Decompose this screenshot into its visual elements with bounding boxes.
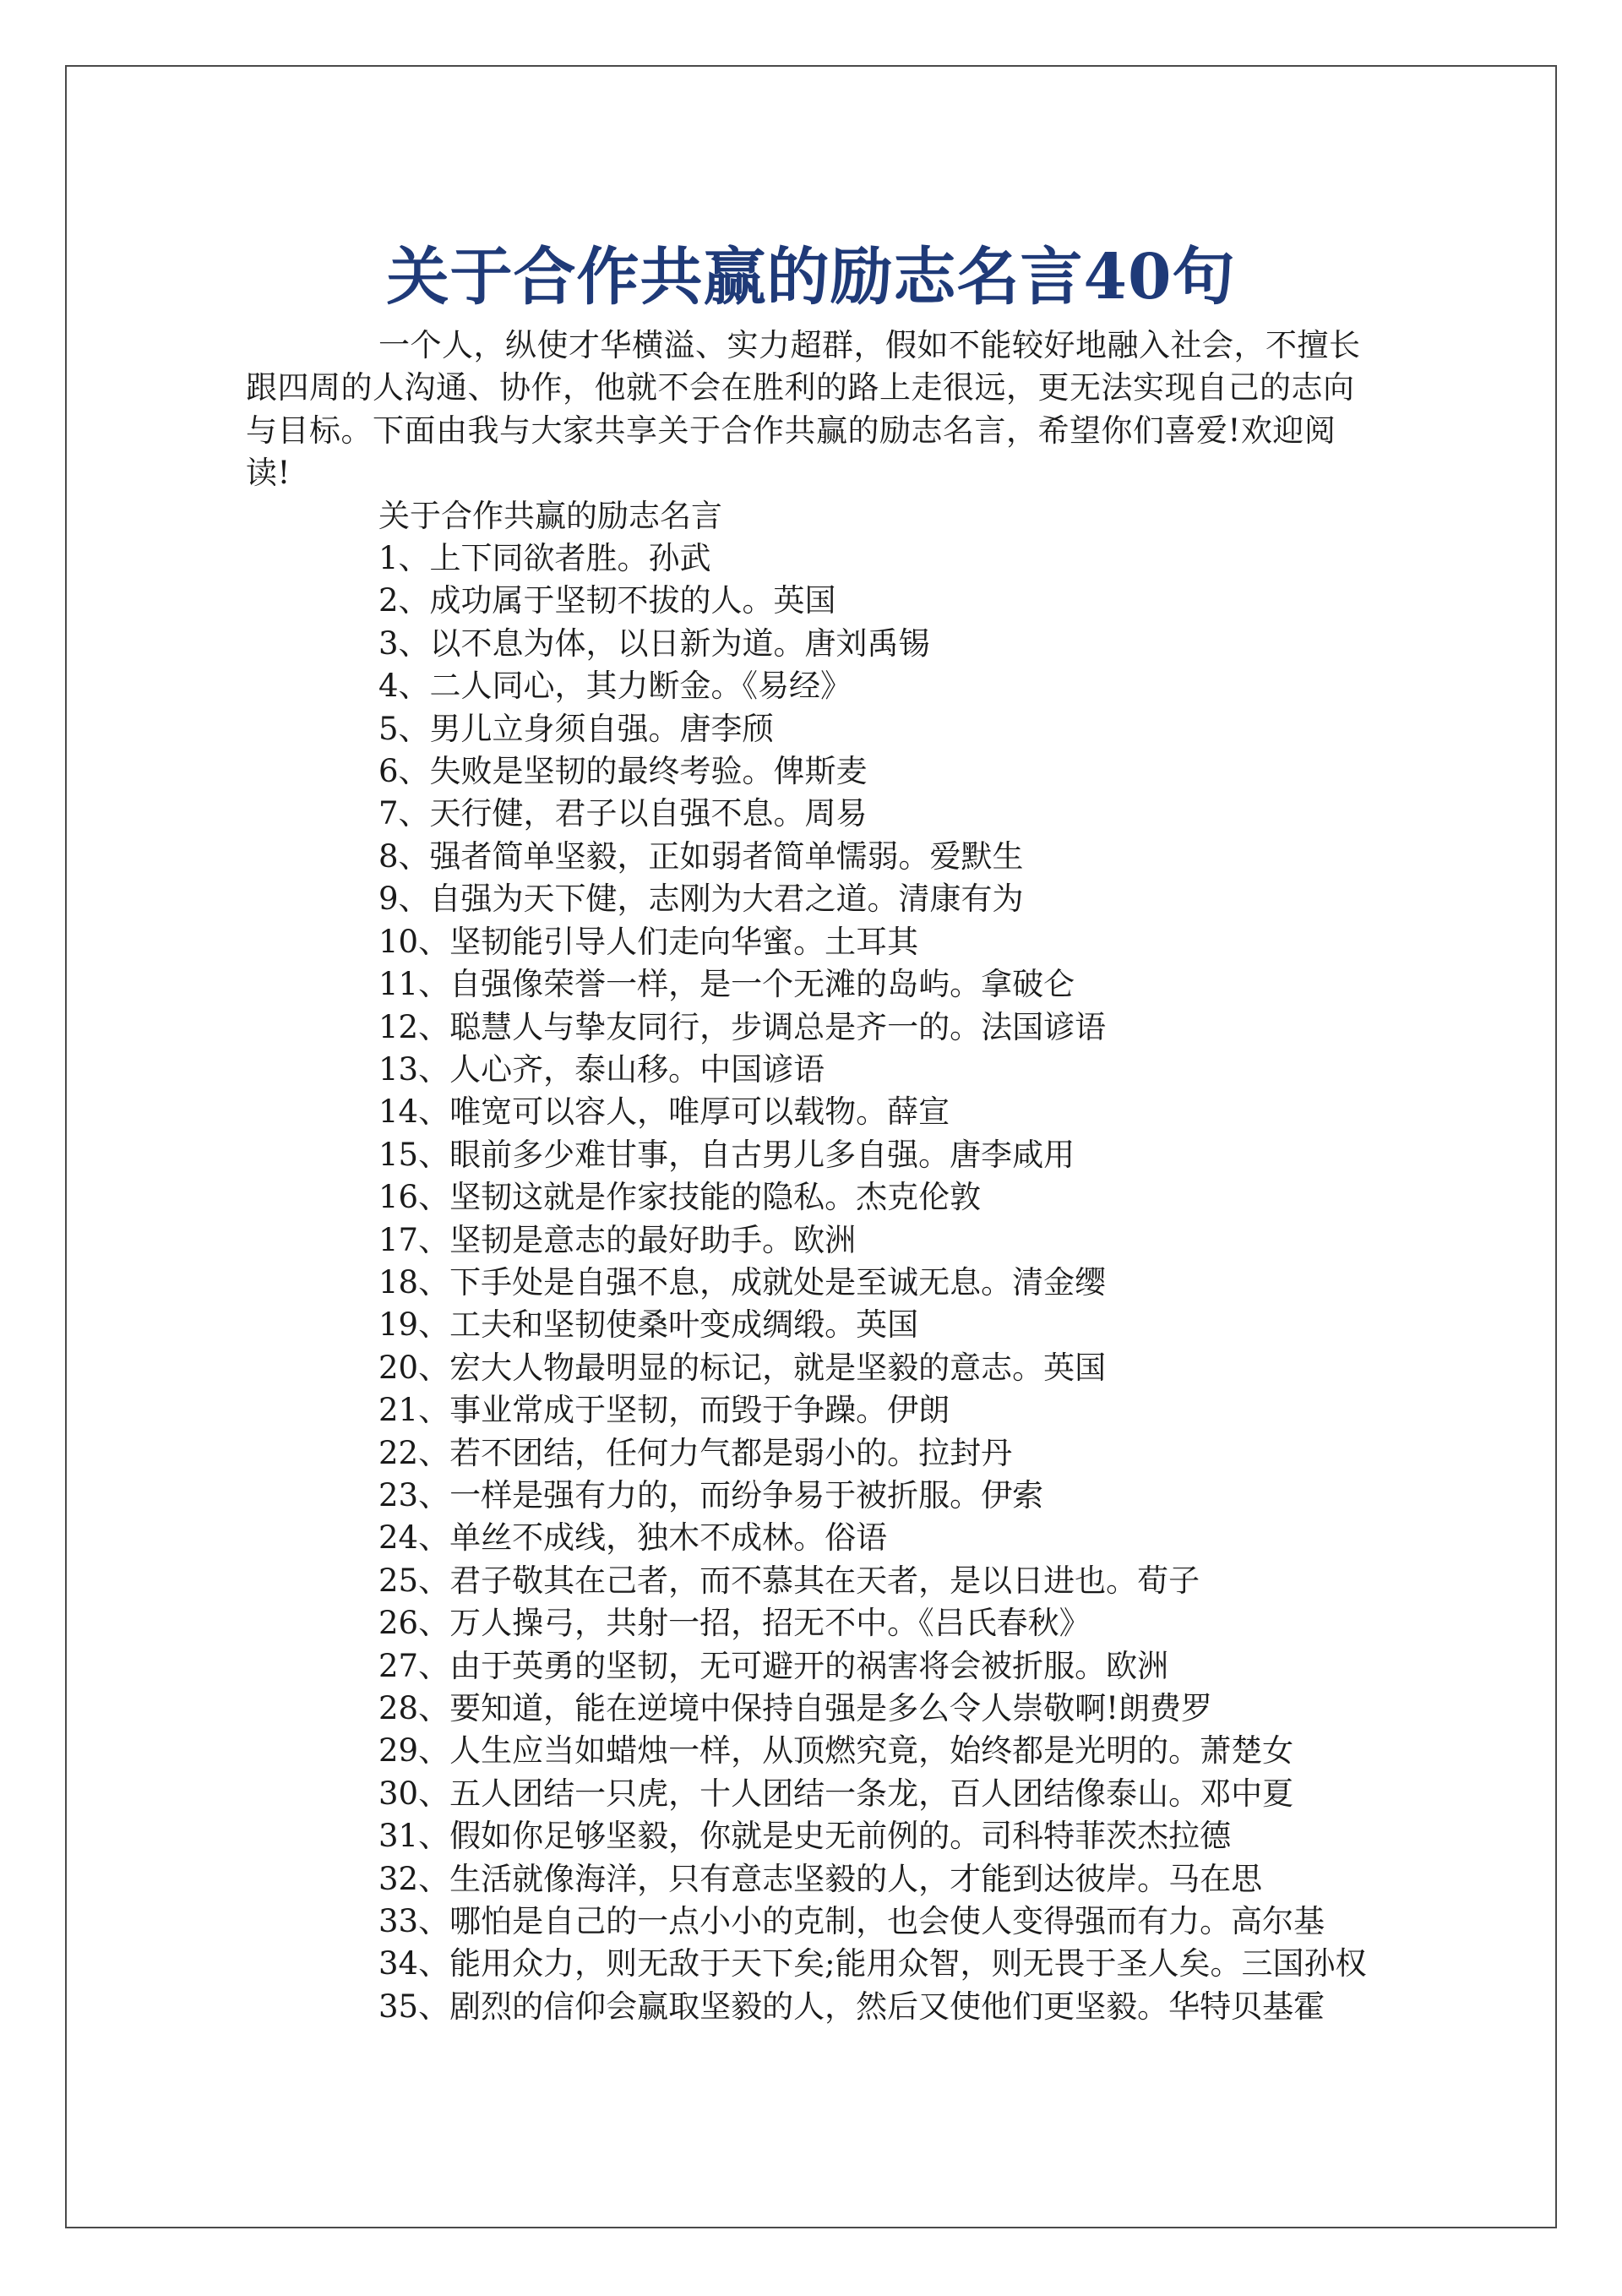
intro-paragraph: 一个人，纵使才华横溢、实力超群，假如不能较好地融入社会，不擅长跟四周的人沟通、协作，他就不会在胜利的路上走很远，更无法实现自己的志向与目标。下面由我与大家共享关于合作共赢的励志名言，希望你们喜爱!欢迎阅读! [246, 327, 1361, 492]
quote-item: 3、以不息为体，以日新为道。唐刘禹锡 [378, 624, 930, 662]
quote-item: 12、聪慧人与挚友同行，步调总是齐一的。法国谚语 [378, 1008, 1107, 1045]
quote-item: 22、若不团结，任何力气都是弱小的。拉封丹 [378, 1434, 1013, 1471]
quote-item: 16、坚韧这就是作家技能的隐私。杰克伦敦 [378, 1179, 982, 1216]
quote-item: 20、宏大人物最明显的标记，就是坚毅的意志。英国 [378, 1349, 1107, 1386]
quote-item: 32、生活就像海洋，只有意志坚毅的人，才能到达彼岸。马在思 [378, 1860, 1263, 1897]
quote-item: 7、天行健，君子以自强不息。周易 [378, 795, 868, 832]
quote-item: 23、一样是强有力的，而纷争易于被折服。伊索 [378, 1476, 1044, 1513]
quote-item: 29、人生应当如蜡烛一样，从顶燃究竟，始终都是光明的。萧楚女 [378, 1732, 1294, 1770]
quote-item: 13、人心齐，泰山移。中国谚语 [378, 1050, 825, 1088]
quote-item: 2、成功属于坚韧不拔的人。英国 [378, 582, 836, 619]
quote-item: 21、事业常成于坚韧，而毁于争躁。伊朗 [378, 1392, 950, 1429]
quote-item: 9、自强为天下健，志刚为大君之道。清康有为 [378, 881, 1024, 918]
quote-item: 5、男儿立身须自强。唐李颀 [378, 710, 774, 747]
quote-item: 10、坚韧能引导人们走向华蜜。土耳其 [378, 923, 919, 960]
quote-item: 18、下手处是自强不息，成就处是至诚无息。清金缨 [378, 1263, 1107, 1301]
quote-item: 15、眼前多少难甘事，自古男儿多自强。唐李咸用 [378, 1136, 1075, 1173]
quote-item: 19、工夫和坚韧使桑叶变成绸缎。英国 [378, 1306, 919, 1344]
quote-item: 35、剧烈的信仰会赢取坚毅的人，然后又使他们更坚毅。华特贝基霍 [378, 1988, 1325, 2025]
document-title: 关于合作共赢的励志名言40句 [386, 240, 1236, 314]
section-heading: 关于合作共赢的励志名言 [378, 497, 722, 534]
quote-item: 28、要知道，能在逆境中保持自强是多么令人崇敬啊!朗费罗 [378, 1690, 1212, 1726]
quote-item: 26、万人操弓，共射一招，招无不中。《吕氏春秋》 [378, 1605, 1091, 1642]
quote-item: 34、能用众力，则无敌于天下矣;能用众智，则无畏于圣人矣。三国孙权 [378, 1945, 1367, 1982]
quote-item: 8、强者简单坚毅，正如弱者简单懦弱。爱默生 [378, 837, 1024, 875]
quote-item: 33、哪怕是自己的一点小小的克制，也会使人变得强而有力。高尔基 [378, 1903, 1325, 1940]
quote-item: 1、上下同欲者胜。孙武 [378, 540, 711, 577]
quote-item: 30、五人团结一只虎，十人团结一条龙，百人团结像泰山。邓中夏 [378, 1775, 1294, 1812]
quote-item: 31、假如你足够坚毅，你就是史无前例的。司科特菲茨杰拉德 [378, 1818, 1232, 1855]
quote-item: 27、由于英勇的坚韧，无可避开的祸害将会被折服。欧洲 [378, 1647, 1169, 1684]
quote-item: 24、单丝不成线，独木不成林。俗语 [378, 1519, 888, 1557]
quote-list [246, 537, 1376, 2028]
quote-item: 4、二人同心，其力断金。《易经》 [378, 668, 852, 705]
quote-item: 14、唯宽可以容人，唯厚可以载物。薛宣 [378, 1093, 950, 1131]
quote-item: 17、坚韧是意志的最好助手。欧洲 [378, 1221, 857, 1258]
quote-item: 11、自强像荣誉一样，是一个无滩的岛屿。拿破仑 [378, 966, 1075, 1003]
document-body [246, 324, 1376, 2028]
quote-item: 25、君子敬其在己者，而不慕其在天者，是以日进也。荀子 [378, 1562, 1200, 1599]
quote-item: 6、失败是坚韧的最终考验。俾斯麦 [378, 753, 868, 790]
